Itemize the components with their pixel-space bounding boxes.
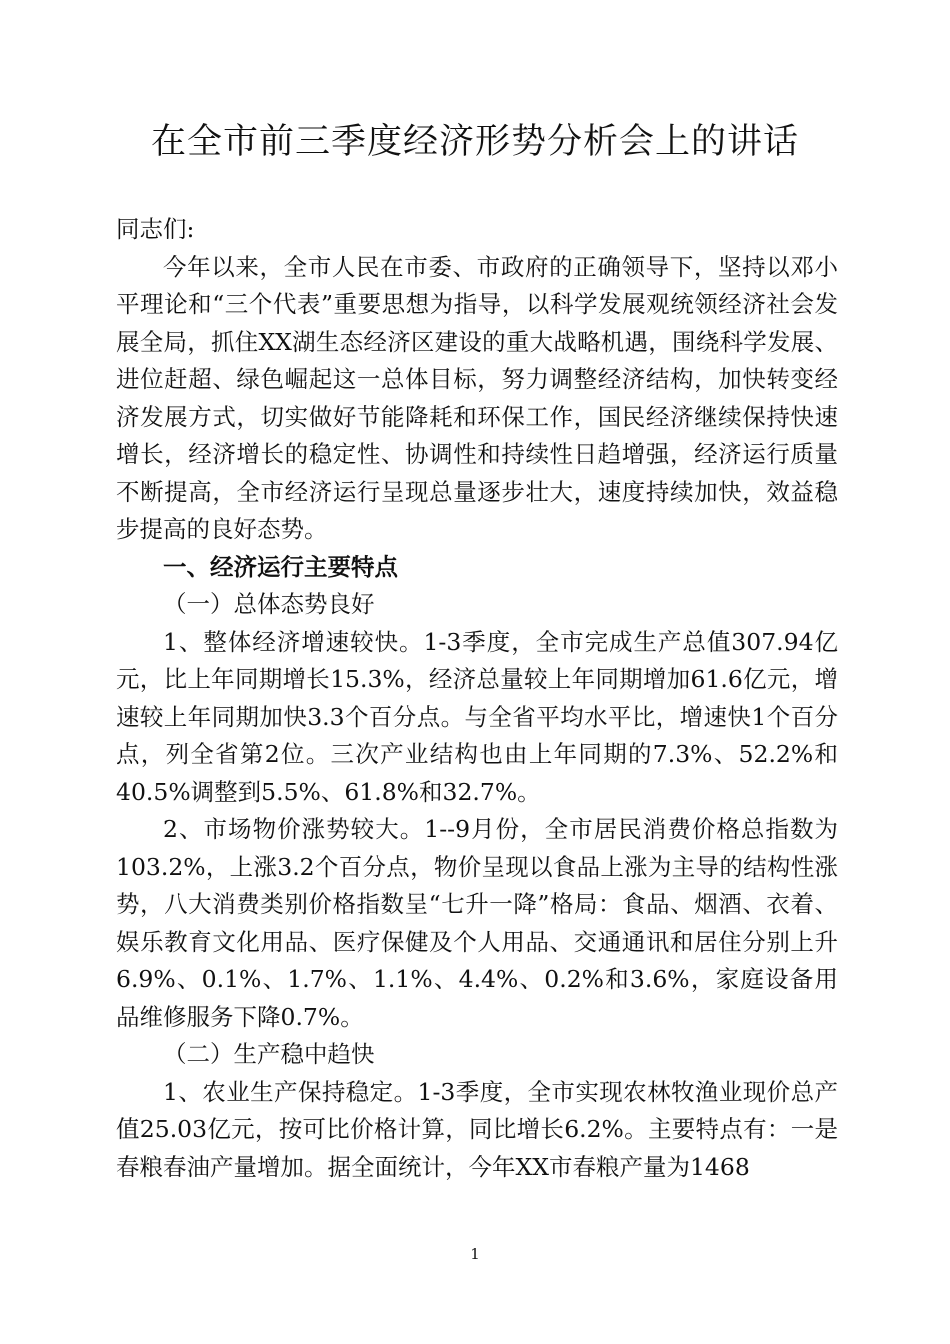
document-body: [116, 211, 838, 1186]
list-item: 2、市场物价涨势较大。1--9月份，全市居民消费价格总指数为103.2%，上涨3.2个百分点，物价呈现以食品上涨为主导的结构性涨势，八大消费类别价格指数呈“七升一降”格局：食品、烟酒、衣着、娱乐教育文化用品、医疗保健及个人用品、交通通讯和居住分别上升6.9%、0.1%、1.7%、1.1%、4.4%、0.2%和3.6%，家庭设备用品维修服务下降0.7%。: [116, 815, 838, 1031]
subsection-heading: （一）总体态势良好: [163, 590, 375, 618]
list-item: 1、农业生产保持稳定。1-3季度，全市实现农林牧渔业现价总产值25.03亿元，按可比价格计算，同比增长6.2%。主要特点有：一是春粮春油产量增加。据全面统计，今年XX市春粮产量为1468: [116, 1077, 838, 1181]
section-heading: 一、经济运行主要特点: [163, 552, 398, 581]
list-item: 1、整体经济增速较快。1-3季度，全市完成生产总值307.94亿元，比上年同期增长15.3%，经济总量较上年同期增加61.6亿元，增速较上年同期加快3.3个百分点。与全省平均水平比，增速快1个百分点，列全省第2位。三次产业结构也由上年同期的7.3%、52.2%和40.5%调整到5.5%、61.8%和32.7%。: [116, 627, 838, 806]
intro-paragraph: 今年以来，全市人民在市委、市政府的正确领导下，坚持以邓小平理论和“三个代表”重要思想为指导，以科学发展观统领经济社会发展全局，抓住XX湖生态经济区建设的重大战略机遇，围绕科学发展、进位赶超、绿色崛起这一总体目标，努力调整经济结构，加快转变经济发展方式，切实做好节能降耗和环保工作，国民经济继续保持快速增长，经济增长的稳定性、协调性和持续性日趋增强，经济运行质量不断提高，全市经济运行呈现总量逐步壮大，速度持续加快，效益稳步提高的良好态势。: [116, 252, 838, 543]
salutation: 同志们:: [116, 215, 195, 243]
document-title: 在全市前三季度经济形势分析会上的讲话: [150, 122, 799, 162]
page-number: 1: [470, 1245, 480, 1263]
subsection-heading: （二）生产稳中趋快: [163, 1040, 375, 1068]
